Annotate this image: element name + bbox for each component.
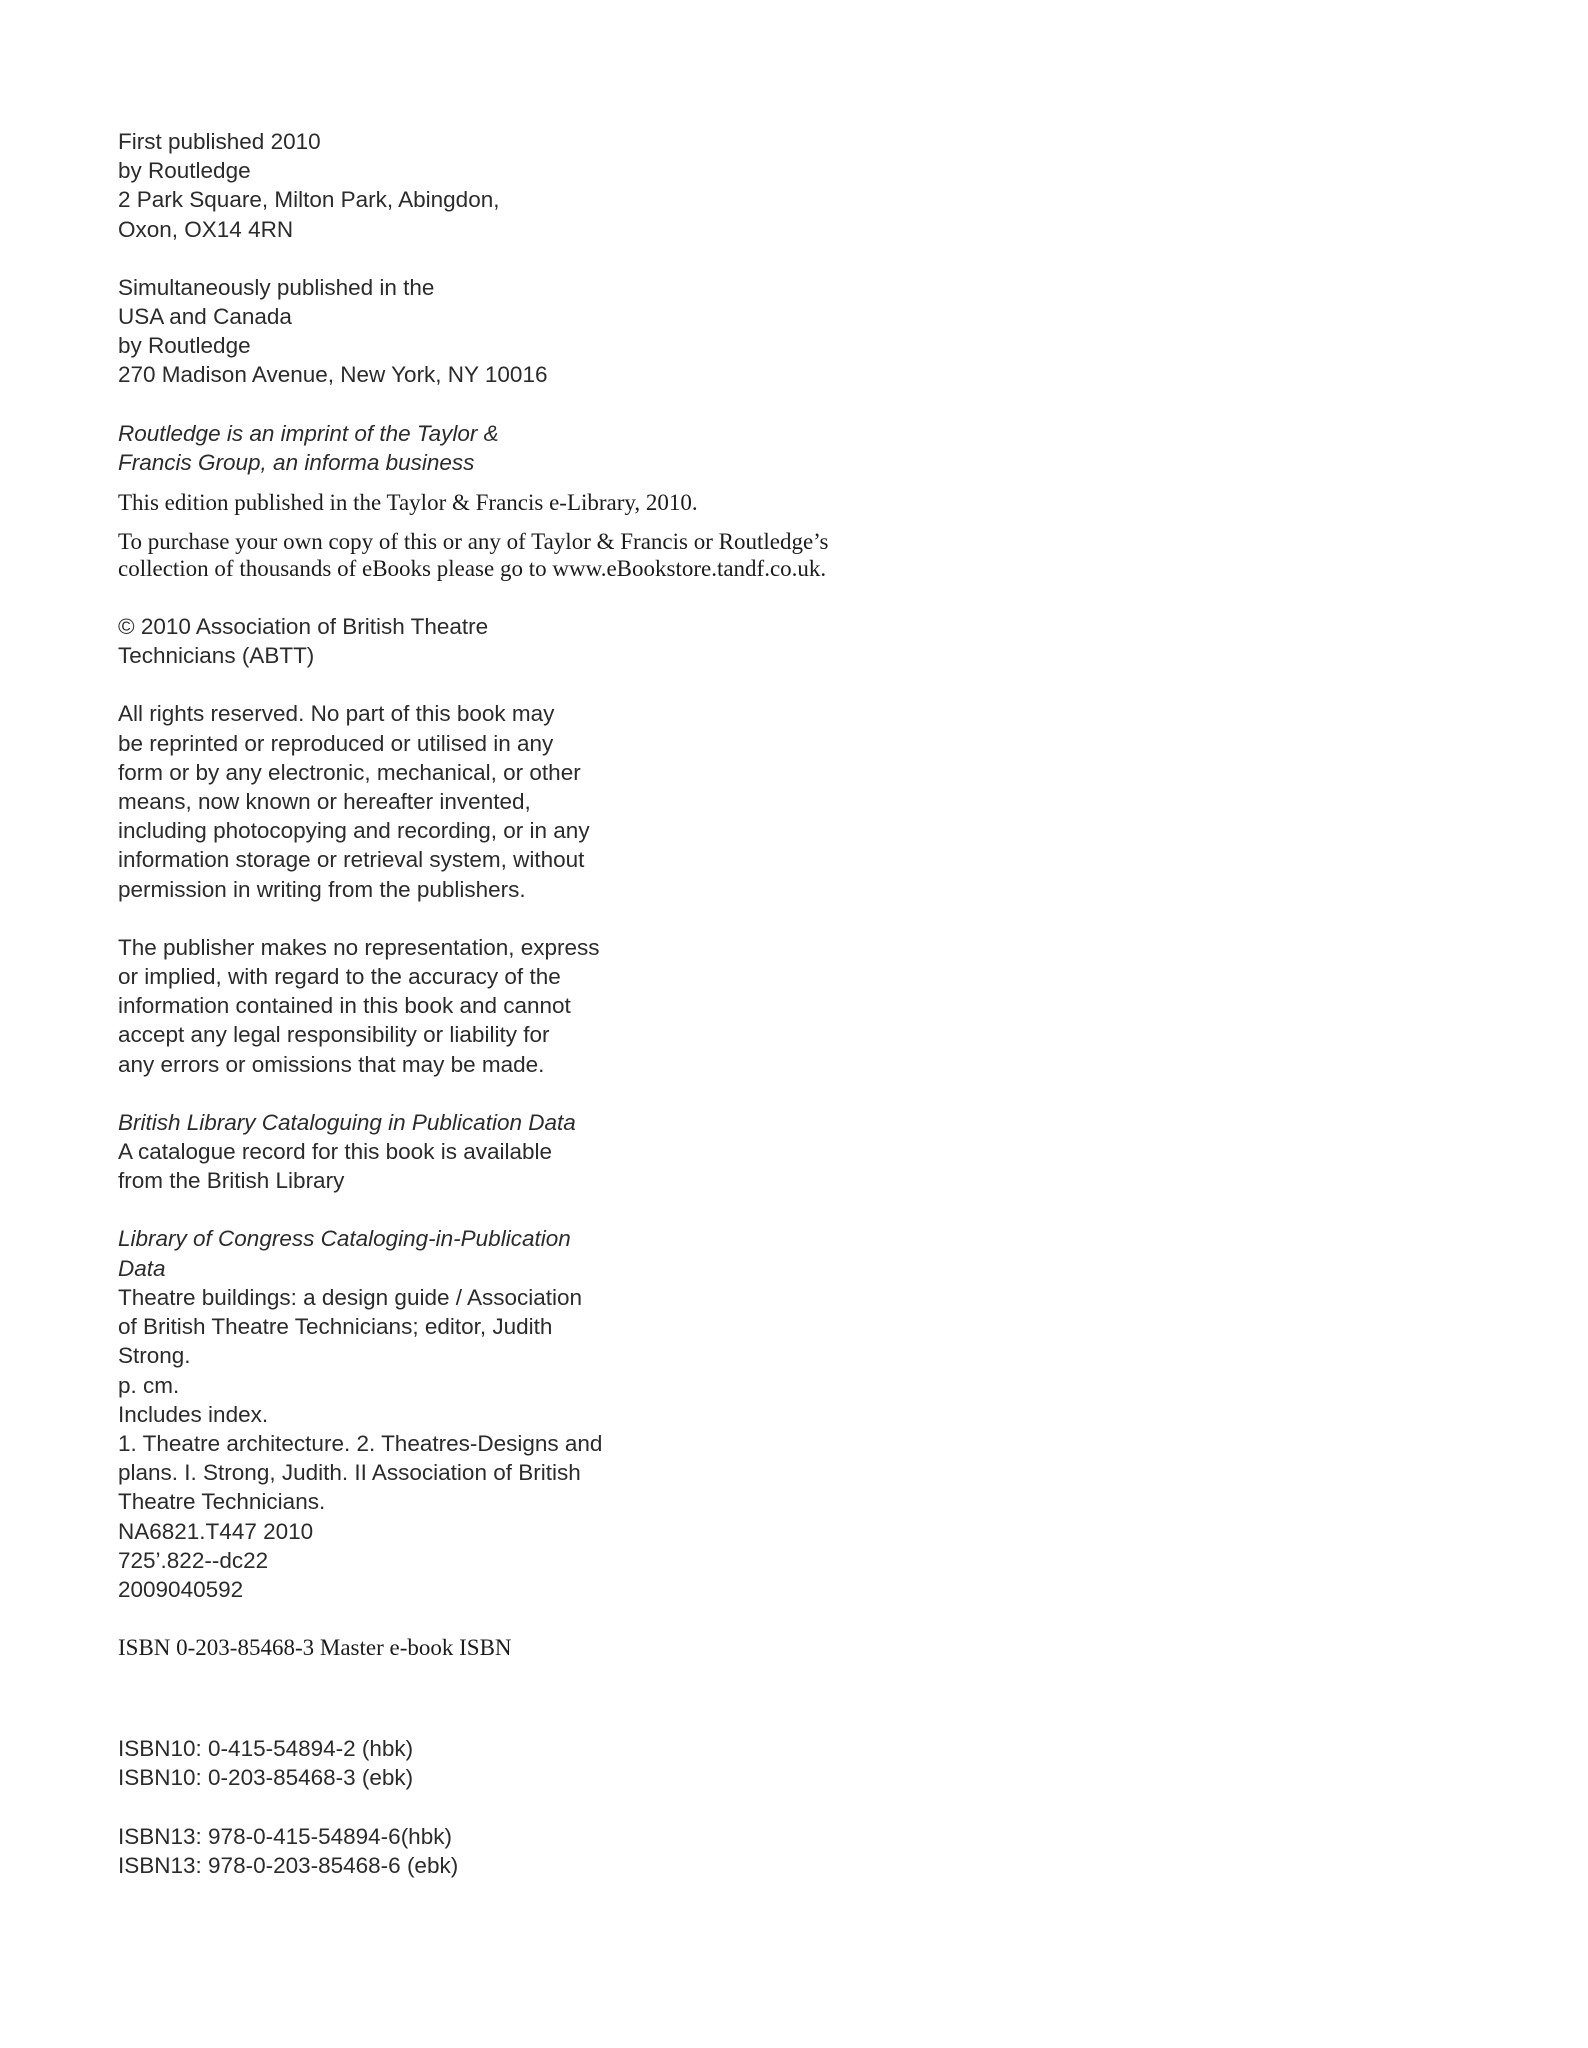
us-publication-line: by Routledge	[118, 333, 251, 359]
british-library-line: A catalogue record for this book is available	[118, 1139, 553, 1165]
loc-heading: Data	[118, 1255, 166, 1281]
copyright-line: © 2010 Association of British Theatre	[118, 614, 489, 640]
loc-line: p. cm.	[118, 1372, 180, 1398]
master-isbn-line: ISBN 0-203-85468-3 Master e-book ISBN	[118, 1635, 512, 1661]
copyright-line: Technicians (ABTT)	[118, 643, 315, 669]
isbn13-line: ISBN13: 978-0-415-54894-6(hbk)	[118, 1823, 452, 1849]
imprint-line: Francis Group, an informa business	[118, 449, 475, 475]
publisher-info	[118, 127, 1118, 244]
publisher-line: Oxon, OX14 4RN	[118, 216, 294, 242]
isbn13-list	[118, 1822, 1118, 1880]
isbn10-line: ISBN10: 0-415-54894-2 (hbk)	[118, 1736, 414, 1762]
disclaimer-line: information contained in this book and cannot	[118, 993, 571, 1019]
isbn13-line: ISBN13: 978-0-203-85468-6 (ebk)	[118, 1852, 459, 1878]
loc-line: 1. Theatre architecture. 2. Theatres-Designs and	[118, 1430, 603, 1456]
us-publication-line: 270 Madison Avenue, New York, NY 10016	[118, 362, 548, 388]
loc-line: Theatre Technicians.	[118, 1489, 326, 1515]
isbn10-line: ISBN10: 0-203-85468-3 (ebk)	[118, 1765, 414, 1791]
british-library-cip	[118, 1108, 1118, 1196]
imprint-note	[118, 419, 1118, 477]
rights-line: All rights reserved. No part of this book may	[118, 701, 555, 727]
publisher-line: by Routledge	[118, 158, 251, 184]
copyright-page	[118, 127, 1118, 1880]
loc-heading: Library of Congress Cataloging-in-Publication	[118, 1226, 571, 1252]
purchase-line: To purchase your own copy of this or any of Taylor & Francis or Routledge’s	[118, 529, 829, 555]
master-isbn	[118, 1633, 1118, 1662]
loc-line: Includes index.	[118, 1401, 269, 1427]
disclaimer-line: or implied, with regard to the accuracy of the	[118, 964, 561, 990]
rights-line: including photocopying and recording, or in any	[118, 818, 590, 844]
elibrary-note	[118, 489, 1118, 516]
disclaimer-line: The publisher makes no representation, express	[118, 934, 600, 960]
us-publication-line: Simultaneously published in the	[118, 274, 435, 300]
rights-line: means, now known or hereafter invented,	[118, 789, 531, 815]
rights-line: information storage or retrieval system, without	[118, 847, 585, 873]
rights-line: permission in writing from the publishers.	[118, 876, 526, 902]
us-publication	[118, 273, 1118, 390]
disclaimer	[118, 933, 1118, 1079]
loc-line: NA6821.T447 2010	[118, 1518, 314, 1544]
copyright-notice	[118, 612, 1118, 670]
library-of-congress-cip	[118, 1224, 1118, 1604]
elibrary-line: This edition published in the Taylor & Francis e-Library, 2010.	[118, 490, 698, 516]
loc-line: 725’.822--dc22	[118, 1547, 269, 1573]
loc-line: Theatre buildings: a design guide / Association	[118, 1284, 583, 1310]
loc-line: plans. I. Strong, Judith. II Association of British	[118, 1460, 581, 1486]
british-library-line: from the British Library	[118, 1168, 345, 1194]
us-publication-line: USA and Canada	[118, 304, 292, 330]
loc-line: of British Theatre Technicians; editor, Judith	[118, 1314, 553, 1340]
publisher-line: 2 Park Square, Milton Park, Abingdon,	[118, 187, 500, 213]
loc-line: 2009040592	[118, 1576, 244, 1602]
rights-reserved	[118, 699, 1118, 903]
disclaimer-line: any errors or omissions that may be made.	[118, 1051, 545, 1077]
imprint-line: Routledge is an imprint of the Taylor &	[118, 420, 499, 446]
publisher-line: First published 2010	[118, 129, 321, 154]
purchase-note	[118, 528, 1118, 582]
british-library-heading: British Library Cataloguing in Publication Data	[118, 1109, 576, 1135]
disclaimer-line: accept any legal responsibility or liability for	[118, 1022, 550, 1048]
rights-line: be reprinted or reproduced or utilised in any	[118, 730, 554, 756]
loc-line: Strong.	[118, 1343, 191, 1369]
isbn10-list	[118, 1734, 1118, 1792]
rights-line: form or by any electronic, mechanical, or other	[118, 759, 581, 785]
purchase-line: collection of thousands of eBooks please go to www.eBookstore.tandf.co.uk.	[118, 556, 827, 582]
